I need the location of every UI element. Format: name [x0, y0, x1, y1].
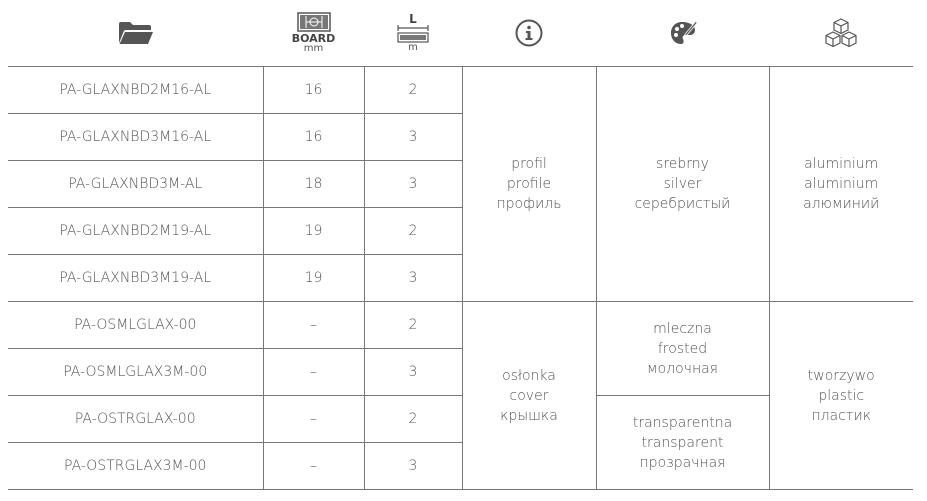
profile-color-pl: srebrny: [656, 156, 709, 172]
profile-type-pl: profil: [511, 156, 547, 172]
profile-material-pl: aluminium: [804, 156, 879, 172]
board-value: 18: [263, 161, 364, 208]
length-value: 2: [364, 67, 462, 114]
code-column-header: [8, 0, 263, 66]
cover-color-frosted-pl: mleczna: [653, 320, 712, 337]
palette-icon: [669, 19, 697, 47]
cover-material-pl: tworzywo: [807, 367, 875, 384]
cover-color-frosted-ru: молочная: [647, 360, 718, 377]
cover-material-ru: пластик: [811, 407, 872, 424]
product-code: PA-OSMLGLAX-00: [8, 302, 263, 349]
cover-color-frosted-en: frosted: [657, 340, 708, 357]
board-value: 16: [263, 114, 364, 161]
cover-type-pl: osłonka: [502, 367, 556, 384]
info-icon: [515, 19, 543, 47]
length-value: 2: [364, 302, 462, 349]
info-column-header: [462, 0, 596, 66]
cover-color-transparent-en: transparent: [641, 434, 724, 451]
cover-type-en: cover: [509, 387, 549, 404]
product-code: PA-OSMLGLAX3M-00: [8, 349, 263, 396]
profile-material-ru: алюминий: [803, 196, 880, 212]
board-unit: mm: [303, 43, 324, 54]
color-column-header: [596, 0, 769, 66]
length-value: 2: [364, 208, 462, 255]
product-code: PA-GLAXNBD2M16-AL: [8, 67, 263, 114]
board-value: –: [263, 396, 364, 443]
board-value: 19: [263, 208, 364, 255]
profile-color-cell: [596, 67, 769, 302]
cover-color-transparent-ru: прозрачная: [639, 454, 726, 471]
spec-table: [8, 66, 913, 490]
length-value: 3: [364, 349, 462, 396]
board-value: –: [263, 443, 364, 490]
profile-color-ru: серебристый: [634, 196, 731, 212]
profile-type-en: profile: [506, 176, 552, 192]
length-value: 3: [364, 114, 462, 161]
product-code: PA-GLAXNBD3M19-AL: [8, 255, 263, 302]
cover-type-cell: [462, 302, 596, 490]
board-value: –: [263, 302, 364, 349]
cover-type-ru: крышка: [500, 407, 558, 424]
product-code: PA-OSTRGLAX-00: [8, 396, 263, 443]
profile-type-ru: профиль: [496, 196, 562, 212]
cover-material-en: plastic: [818, 387, 865, 404]
length-value: 3: [364, 161, 462, 208]
cover-color-frosted-cell: [596, 302, 769, 396]
length-unit: m: [408, 42, 418, 53]
cover-material-cell: [769, 302, 913, 490]
board-value: 16: [263, 67, 364, 114]
board-thickness-icon: [297, 12, 331, 32]
table-row: [8, 302, 913, 349]
product-code: PA-GLAXNBD3M-AL: [8, 161, 263, 208]
length-value: 2: [364, 396, 462, 443]
product-code: PA-OSTRGLAX3M-00: [8, 443, 263, 490]
profile-type-cell: [462, 67, 596, 302]
product-code: PA-GLAXNBD2M19-AL: [8, 208, 263, 255]
board-value: –: [263, 349, 364, 396]
folder-icon: [118, 21, 154, 45]
length-label: L: [409, 12, 417, 26]
board-label: BOARD: [291, 32, 336, 45]
length-value: 3: [364, 443, 462, 490]
cover-color-transparent-pl: transparentna: [632, 414, 733, 431]
cover-color-transparent-cell: [596, 396, 769, 490]
profile-material-cell: [769, 67, 913, 302]
profile-color-en: silver: [663, 176, 702, 192]
board-column-header: [263, 0, 364, 66]
product-code: PA-GLAXNBD3M16-AL: [8, 114, 263, 161]
length-column-header: [364, 0, 462, 66]
profile-material-en: aluminium: [804, 176, 879, 192]
length-value: 3: [364, 255, 462, 302]
board-value: 19: [263, 255, 364, 302]
length-icon: [396, 25, 430, 43]
table-row: [8, 67, 913, 114]
material-cubes-icon: [824, 17, 858, 49]
material-column-header: [769, 0, 913, 66]
